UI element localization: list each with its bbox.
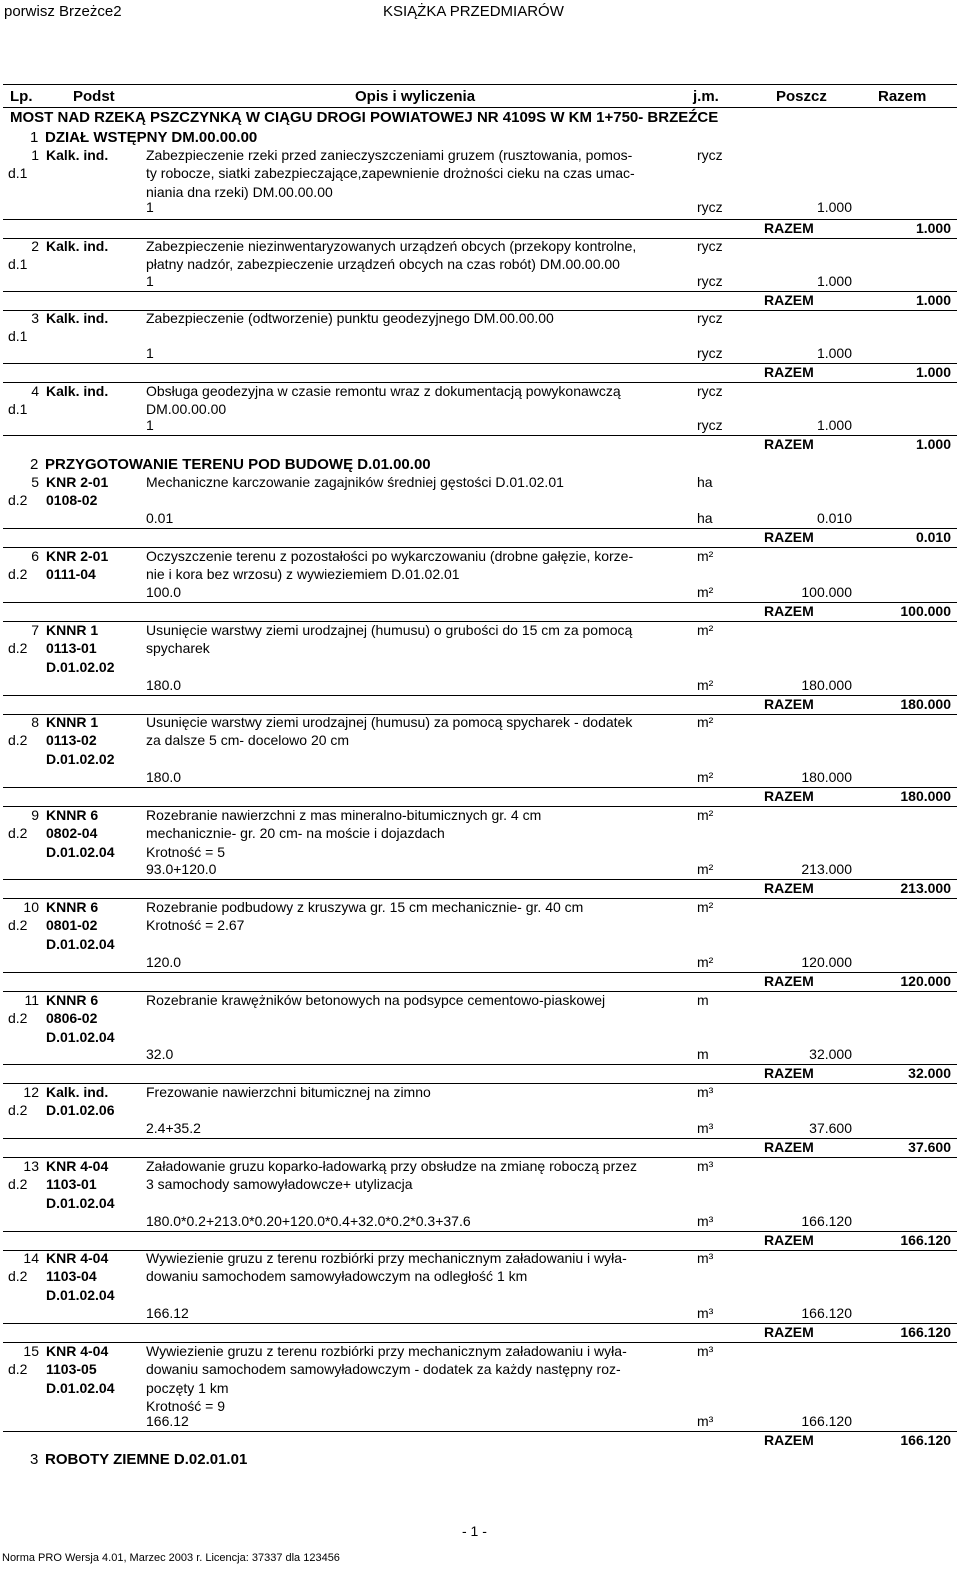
item-description: Zabezpieczenie niezinwentaryzowanych urządzeń obcych (przekopy kontrolne, — [146, 238, 637, 254]
item-razem-value: 100.000 — [900, 603, 951, 619]
item-lp: 14 — [23, 1250, 39, 1266]
item-unit: rycz — [697, 147, 723, 163]
item-lp: 8 — [31, 714, 39, 730]
item-calc-unit: m³ — [697, 1305, 714, 1321]
item-podstawa: D.01.02.02 — [46, 750, 115, 767]
item-unit: m² — [697, 622, 714, 638]
razem-label: RAZEM — [764, 788, 814, 804]
item-podstawa: KNR 4-04 — [46, 1250, 109, 1266]
item-description: dowaniu samochodem samowyładowczym - dodatek za każdy następny roz- — [146, 1361, 621, 1378]
item-razem-value: 166.120 — [900, 1232, 951, 1248]
razem-rule — [3, 787, 957, 788]
item-lp: 7 — [31, 622, 39, 638]
item-d-code: d.2 — [8, 1361, 28, 1378]
project-title: MOST NAD RZEKĄ PSZCZYNKĄ W CIĄGU DROGI POWIATOWEJ NR 4109S W KM 1+750- BRZEŹCE — [10, 109, 719, 126]
item-calculation: 120.0 — [146, 954, 182, 970]
item-description: niania dna rzeki) DM.00.00.00 — [146, 183, 333, 200]
item-calc-unit: m — [697, 1046, 709, 1062]
item-podstawa: KNNR 6 — [46, 992, 99, 1008]
item-lp: 9 — [31, 807, 39, 823]
item-description: płatny nadzór, zabezpieczenie urządzeń obcych na czas robót) DM.00.00.00 — [146, 256, 620, 273]
item-lp: 12 — [23, 1084, 39, 1100]
item-calculation: 32.0 — [146, 1046, 174, 1062]
item-description: Załadowanie gruzu koparko-ładowarką przy obsłudze na zmianę roboczą przez — [146, 1158, 638, 1174]
item-podstawa: D.01.02.06 — [46, 1102, 115, 1119]
col-jm-header: j.m. — [693, 88, 719, 105]
item-poszcz-value: 120.000 — [801, 954, 852, 970]
item-podstawa: KNNR 1 — [46, 622, 99, 638]
item-calculation: 100.0 — [146, 584, 182, 600]
item-d-code: d.2 — [8, 917, 28, 934]
item-unit: m² — [697, 714, 714, 730]
item-podstawa: D.01.02.04 — [46, 1028, 115, 1045]
item-d-code: d.1 — [8, 256, 28, 273]
item-podstawa: D.01.02.02 — [46, 658, 115, 675]
razem-label: RAZEM — [764, 880, 814, 896]
item-poszcz-value: 180.000 — [801, 769, 852, 785]
item-unit: m² — [697, 899, 714, 915]
item-d-code: d.2 — [8, 1102, 28, 1119]
item-unit: rycz — [697, 238, 723, 254]
item-unit: ha — [697, 474, 713, 490]
item-calc-unit: m³ — [697, 1120, 714, 1136]
item-calc-unit: ha — [697, 510, 713, 526]
item-poszcz-value: 37.600 — [809, 1120, 852, 1136]
item-d-code: d.2 — [8, 566, 28, 583]
section-number: 1 — [30, 129, 39, 146]
section-number: 2 — [30, 456, 39, 473]
item-poszcz-value: 1.000 — [816, 345, 852, 361]
item-podstawa: KNR 2-01 — [46, 548, 109, 564]
item-poszcz-value: 166.120 — [801, 1413, 852, 1429]
razem-rule — [3, 695, 957, 696]
item-poszcz-value: 180.000 — [801, 677, 852, 693]
item-d-code: d.2 — [8, 1268, 28, 1285]
item-calc-unit: m² — [697, 954, 714, 970]
item-calc-unit: m² — [697, 861, 714, 877]
item-podstawa: 0113-01 — [46, 640, 97, 657]
item-unit: rycz — [697, 383, 723, 399]
item-d-code: d.2 — [8, 640, 28, 657]
razem-rule — [3, 528, 957, 529]
item-podstawa: Kalk. ind. — [46, 1084, 109, 1100]
item-calculation: 93.0+120.0 — [146, 861, 217, 877]
item-podstawa: D.01.02.04 — [46, 1286, 115, 1303]
item-podstawa: D.01.02.04 — [46, 1194, 115, 1211]
item-calculation: 180.0 — [146, 769, 182, 785]
item-lp: 1 — [31, 147, 39, 163]
item-podstawa: 1103-05 — [46, 1361, 97, 1378]
razem-label: RAZEM — [764, 292, 814, 308]
item-razem-value: 0.010 — [915, 529, 951, 545]
item-description: Usunięcie warstwy ziemi urodzajnej (humusu) za pomocą spycharek - dodatek — [146, 714, 633, 730]
item-d-code: d.1 — [8, 401, 28, 418]
item-razem-value: 213.000 — [900, 880, 951, 896]
razem-rule — [3, 291, 957, 292]
item-description: Wywiezienie gruzu z terenu rozbiórki przy mechanicznym załadowaniu i wyła- — [146, 1343, 627, 1359]
item-calculation: 0.01 — [146, 510, 174, 526]
item-podstawa: 0806-02 — [46, 1010, 98, 1027]
item-d-code: d.1 — [8, 328, 28, 345]
item-lp: 13 — [23, 1158, 39, 1174]
item-razem-value: 37.600 — [908, 1139, 951, 1155]
item-razem-value: 1.000 — [915, 220, 951, 236]
razem-label: RAZEM — [764, 364, 814, 380]
item-podstawa: 0108-02 — [46, 492, 98, 509]
item-calc-unit: rycz — [697, 345, 723, 361]
razem-label: RAZEM — [764, 696, 814, 712]
item-podstawa: D.01.02.04 — [46, 935, 115, 952]
section-number: 3 — [30, 1451, 39, 1468]
item-description: Obsługa geodezyjna w czasie remontu wraz z dokumentacją powykonawczą — [146, 383, 621, 399]
item-podstawa: D.01.02.04 — [46, 1379, 115, 1396]
razem-label: RAZEM — [764, 436, 814, 452]
razem-label: RAZEM — [764, 220, 814, 236]
razem-rule — [3, 1431, 957, 1432]
item-lp: 2 — [31, 238, 39, 254]
item-podstawa: KNNR 6 — [46, 807, 99, 823]
col-lp-header: Lp. — [10, 88, 33, 105]
item-description: Rozebranie krawężników betonowych na podsypce cementowo-piaskowej — [146, 992, 606, 1008]
section-title: PRZYGOTOWANIE TERENU POD BUDOWĘ D.01.00.00 — [45, 456, 431, 473]
item-lp: 15 — [23, 1343, 39, 1359]
item-unit: m³ — [697, 1343, 714, 1359]
item-podstawa: KNNR 1 — [46, 714, 99, 730]
item-description: DM.00.00.00 — [146, 401, 227, 418]
col-opis-header: Opis i wyliczenia — [355, 88, 476, 105]
item-calc-unit: m³ — [697, 1213, 714, 1229]
item-podstawa: Kalk. ind. — [46, 383, 109, 399]
item-calculation: 180.0 — [146, 677, 182, 693]
item-calc-unit: m² — [697, 677, 714, 693]
item-podstawa: KNR 2-01 — [46, 474, 109, 490]
item-description: spycharek — [146, 640, 210, 657]
item-podstawa: 0113-02 — [46, 732, 97, 749]
header-left: porwisz Brzeżce2 — [4, 3, 122, 20]
item-lp: 6 — [31, 548, 39, 564]
item-calculation: 1 — [146, 199, 154, 215]
item-razem-value: 32.000 — [908, 1065, 951, 1081]
item-calc-unit: rycz — [697, 273, 723, 289]
razem-rule — [3, 219, 957, 220]
item-unit: m² — [697, 548, 714, 564]
item-calculation: 1 — [146, 273, 154, 289]
item-lp: 3 — [31, 310, 39, 326]
razem-label: RAZEM — [764, 1324, 814, 1340]
razem-label: RAZEM — [764, 603, 814, 619]
item-calculation: 166.12 — [146, 1413, 189, 1429]
razem-rule — [3, 879, 957, 880]
item-description: Oczyszczenie terenu z pozostałości po wykarczowaniu (drobne gałęzie, korze- — [146, 548, 634, 564]
razem-label: RAZEM — [764, 1232, 814, 1248]
item-description: Rozebranie podbudowy z kruszywa gr. 15 cm mechanicznie- gr. 40 cm — [146, 899, 584, 915]
section-title: ROBOTY ZIEMNE D.02.01.01 — [45, 1451, 248, 1468]
item-razem-value: 166.120 — [900, 1324, 951, 1340]
item-description: Zabezpieczenie rzeki przed zanieczyszczeniami gruzem (rusztowania, pomos- — [146, 147, 633, 163]
item-lp: 10 — [23, 899, 39, 915]
item-description: ty robocze, siatki zabezpieczające,zapewnienie drożności cieku na czas umac- — [146, 165, 635, 182]
item-description: 3 samochody samowyładowcze+ utylizacja — [146, 1176, 413, 1193]
item-d-code: d.2 — [8, 1176, 28, 1193]
item-d-code: d.1 — [8, 165, 28, 182]
razem-rule — [3, 1323, 957, 1324]
item-d-code: d.2 — [8, 1010, 28, 1027]
item-calculation: 166.12 — [146, 1305, 189, 1321]
item-razem-value: 180.000 — [900, 696, 951, 712]
table-top-rule — [3, 84, 957, 85]
item-description: Krotność = 5 — [146, 843, 225, 860]
item-description: Krotność = 2.67 — [146, 917, 245, 934]
item-calc-unit: rycz — [697, 417, 723, 433]
col-podst-header: Podst — [73, 88, 115, 105]
item-poszcz-value: 0.010 — [816, 510, 852, 526]
page-number: - 1 - — [462, 1523, 487, 1539]
razem-label: RAZEM — [764, 529, 814, 545]
razem-rule — [3, 1138, 957, 1139]
item-podstawa: KNR 4-04 — [46, 1343, 109, 1359]
razem-rule — [3, 363, 957, 364]
item-d-code: d.2 — [8, 732, 28, 749]
item-d-code: d.2 — [8, 492, 28, 509]
razem-rule — [3, 435, 957, 436]
header-rule — [3, 107, 957, 108]
item-description: Frezowanie nawierzchni bitumicznej na zimno — [146, 1084, 431, 1100]
item-description: mechanicznie- gr. 20 cm- na moście i dojazdach — [146, 825, 445, 842]
item-unit: m² — [697, 807, 714, 823]
item-razem-value: 120.000 — [900, 973, 951, 989]
item-razem-value: 1.000 — [915, 364, 951, 380]
item-calc-unit: m³ — [697, 1413, 714, 1429]
item-description: poczęty 1 km — [146, 1379, 229, 1396]
col-poszcz-header: Poszcz — [776, 88, 827, 105]
item-razem-value: 180.000 — [900, 788, 951, 804]
item-description: Zabezpieczenie (odtworzenie) punktu geodezyjnego DM.00.00.00 — [146, 310, 554, 326]
item-unit: m — [697, 992, 709, 1008]
item-podstawa: Kalk. ind. — [46, 238, 109, 254]
item-unit: m³ — [697, 1084, 714, 1100]
item-description: dowaniu samochodem samowyładowczym na odległość 1 km — [146, 1268, 528, 1285]
item-calc-unit: rycz — [697, 199, 723, 215]
item-poszcz-value: 166.120 — [801, 1213, 852, 1229]
item-calc-unit: m² — [697, 769, 714, 785]
item-description: Mechaniczne karczowanie zagajników średniej gęstości D.01.02.01 — [146, 474, 564, 490]
item-podstawa: 0801-02 — [46, 917, 98, 934]
item-podstawa: D.01.02.04 — [46, 843, 115, 860]
item-description: nie i kora bez wrzosu) z wywieziemiem D.01.02.01 — [146, 566, 460, 583]
item-podstawa: KNR 4-04 — [46, 1158, 109, 1174]
razem-label: RAZEM — [764, 1139, 814, 1155]
item-podstawa: Kalk. ind. — [46, 310, 109, 326]
item-description: Wywiezienie gruzu z terenu rozbiórki przy mechanicznym załadowaniu i wyła- — [146, 1250, 627, 1266]
item-razem-value: 1.000 — [915, 292, 951, 308]
section-title: DZIAŁ WSTĘPNY DM.00.00.00 — [45, 129, 258, 146]
razem-label: RAZEM — [764, 973, 814, 989]
item-unit: m³ — [697, 1250, 714, 1266]
item-poszcz-value: 166.120 — [801, 1305, 852, 1321]
item-podstawa: Kalk. ind. — [46, 147, 109, 163]
razem-rule — [3, 602, 957, 603]
item-calculation: 1 — [146, 417, 154, 433]
item-calc-unit: m² — [697, 584, 714, 600]
item-d-code: d.2 — [8, 825, 28, 842]
item-razem-value: 1.000 — [915, 436, 951, 452]
item-poszcz-value: 213.000 — [801, 861, 852, 877]
item-description: Usunięcie warstwy ziemi urodzajnej (humusu) o grubości do 15 cm za pomocą — [146, 622, 633, 638]
item-unit: m³ — [697, 1158, 714, 1174]
item-unit: rycz — [697, 310, 723, 326]
item-poszcz-value: 1.000 — [816, 273, 852, 289]
item-lp: 11 — [24, 992, 39, 1008]
item-podstawa: 0802-04 — [46, 825, 98, 842]
item-poszcz-value: 100.000 — [801, 584, 852, 600]
header-title: KSIĄŻKA PRZEDMIARÓW — [383, 3, 564, 20]
item-description: Krotność = 9 — [146, 1398, 225, 1415]
col-razem-header: Razem — [878, 88, 927, 105]
item-podstawa: 1103-01 — [46, 1176, 97, 1193]
item-poszcz-value: 1.000 — [816, 199, 852, 215]
item-calculation: 2.4+35.2 — [146, 1120, 201, 1136]
razem-rule — [3, 972, 957, 973]
item-poszcz-value: 32.000 — [809, 1046, 852, 1062]
item-description: Rozebranie nawierzchni z mas mineralno-bitumicznych gr. 4 cm — [146, 807, 542, 823]
item-razem-value: 166.120 — [900, 1432, 951, 1448]
item-lp: 4 — [31, 383, 39, 399]
razem-label: RAZEM — [764, 1065, 814, 1081]
item-podstawa: KNNR 6 — [46, 899, 99, 915]
item-calculation: 180.0*0.2+213.0*0.20+120.0*0.4+32.0*0.2*0.3+37.6 — [146, 1213, 471, 1229]
razem-label: RAZEM — [764, 1432, 814, 1448]
razem-rule — [3, 1064, 957, 1065]
item-description: za dalsze 5 cm- docelowo 20 cm — [146, 732, 350, 749]
item-poszcz-value: 1.000 — [816, 417, 852, 433]
footer-note: Norma PRO Wersja 4.01, Marzec 2003 r. Licencja: 37337 dla 123456 — [2, 1552, 340, 1564]
razem-rule — [3, 1231, 957, 1232]
item-podstawa: 0111-04 — [46, 566, 96, 583]
item-podstawa: 1103-04 — [46, 1268, 97, 1285]
item-calculation: 1 — [146, 345, 154, 361]
item-lp: 5 — [31, 474, 39, 490]
